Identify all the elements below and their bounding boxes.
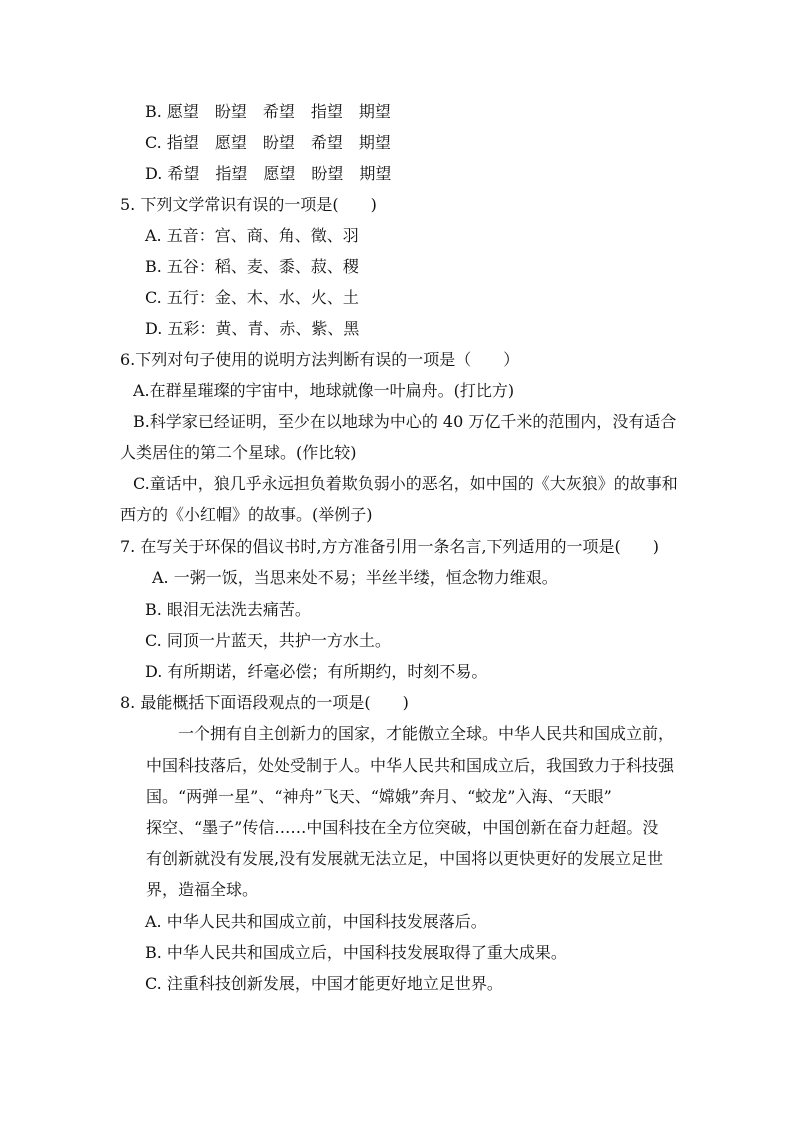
q8-stem: 8. 最能概括下面语段观点的一项是( ) xyxy=(120,693,409,712)
q7-stem: 7. 在写关于环保的倡议书时,方方准备引用一条名言,下列适用的一项是( ) xyxy=(120,537,660,556)
q4-option-b: B. 愿望 盼望 希望 指望 期望 xyxy=(145,102,391,121)
q8-passage-line: 有创新就没有发展,没有发展就无法立足，中国将以更快更好的发展立足世 xyxy=(146,849,664,868)
q5-stem: 5. 下列文学常识有误的一项是( ) xyxy=(120,195,377,214)
q5-option-b: B. 五谷：稻、麦、黍、菽、稷 xyxy=(145,257,359,276)
q5-option-c: C. 五行：金、木、水、火、土 xyxy=(145,288,359,307)
q8-passage-line: 中国科技落后，处处受制于人。中华人民共和国成立后，我国致力于科技强 xyxy=(146,756,675,775)
q7-option-d: D. 有所期诺，纤毫必偿；有所期约，时刻不易。 xyxy=(145,662,488,681)
q4-option-c: C. 指望 愿望 盼望 希望 期望 xyxy=(145,133,391,152)
q8-option-c: C. 注重科技创新发展，中国才能更好地立足世界。 xyxy=(145,974,503,993)
q7-option-c: C. 同顶一片蓝天，共护一方水土。 xyxy=(145,631,391,650)
q8-passage-line: 界，造福全球。 xyxy=(146,880,259,899)
q7-option-a: A. 一粥一饭，当思来处不易；半丝半缕，恒念物力维艰。 xyxy=(152,568,558,587)
q5-option-d: D. 五彩：黄、青、赤、紫、黑 xyxy=(145,319,360,338)
q5-option-a: A. 五音：宫、商、角、徵、羽 xyxy=(145,226,359,245)
q7-option-b: B. 眼泪无法洗去痛苦。 xyxy=(145,600,311,619)
q8-passage-line: 一个拥有自主创新力的国家，才能傲立全球。中华人民共和国成立前， xyxy=(146,724,675,743)
q6-option-c-line1: C.童话中，狼几乎永远担负着欺负弱小的恶名，如中国的《大灰狼》的故事和 xyxy=(133,474,678,493)
q6-option-b-line1: B.科学家已经证明，至少在以地球为中心的 40 万亿千米的范围内，没有适合 xyxy=(133,412,677,431)
q4-option-d: D. 希望 指望 愿望 盼望 期望 xyxy=(145,164,392,183)
q6-stem: 6.下列对句子使用的说明方法判断有误的一项是（ ） xyxy=(120,350,520,369)
q6-option-c-line2: 西方的《小红帽》的故事。(举例子) xyxy=(120,505,373,524)
q8-passage-line: 国。“两弹一星”、“神舟”飞天、“嫦娥”奔月、“蛟龙”入海、“天眼” xyxy=(146,787,612,806)
q6-option-a: A.在群星璀璨的宇宙中，地球就像一叶扁舟。(打比方) xyxy=(133,381,515,400)
q8-option-a: A. 中华人民共和国成立前，中国科技发展落后。 xyxy=(145,912,487,931)
q8-passage-line: 探空、“墨子”传信……中国科技在全方位突破，中国创新在奋力赶超。没 xyxy=(146,818,659,837)
q8-option-b: B. 中华人民共和国成立后，中国科技发展取得了重大成果。 xyxy=(145,943,567,962)
q6-option-b-line2: 人类居住的第二个星球。(作比较) xyxy=(120,443,357,462)
